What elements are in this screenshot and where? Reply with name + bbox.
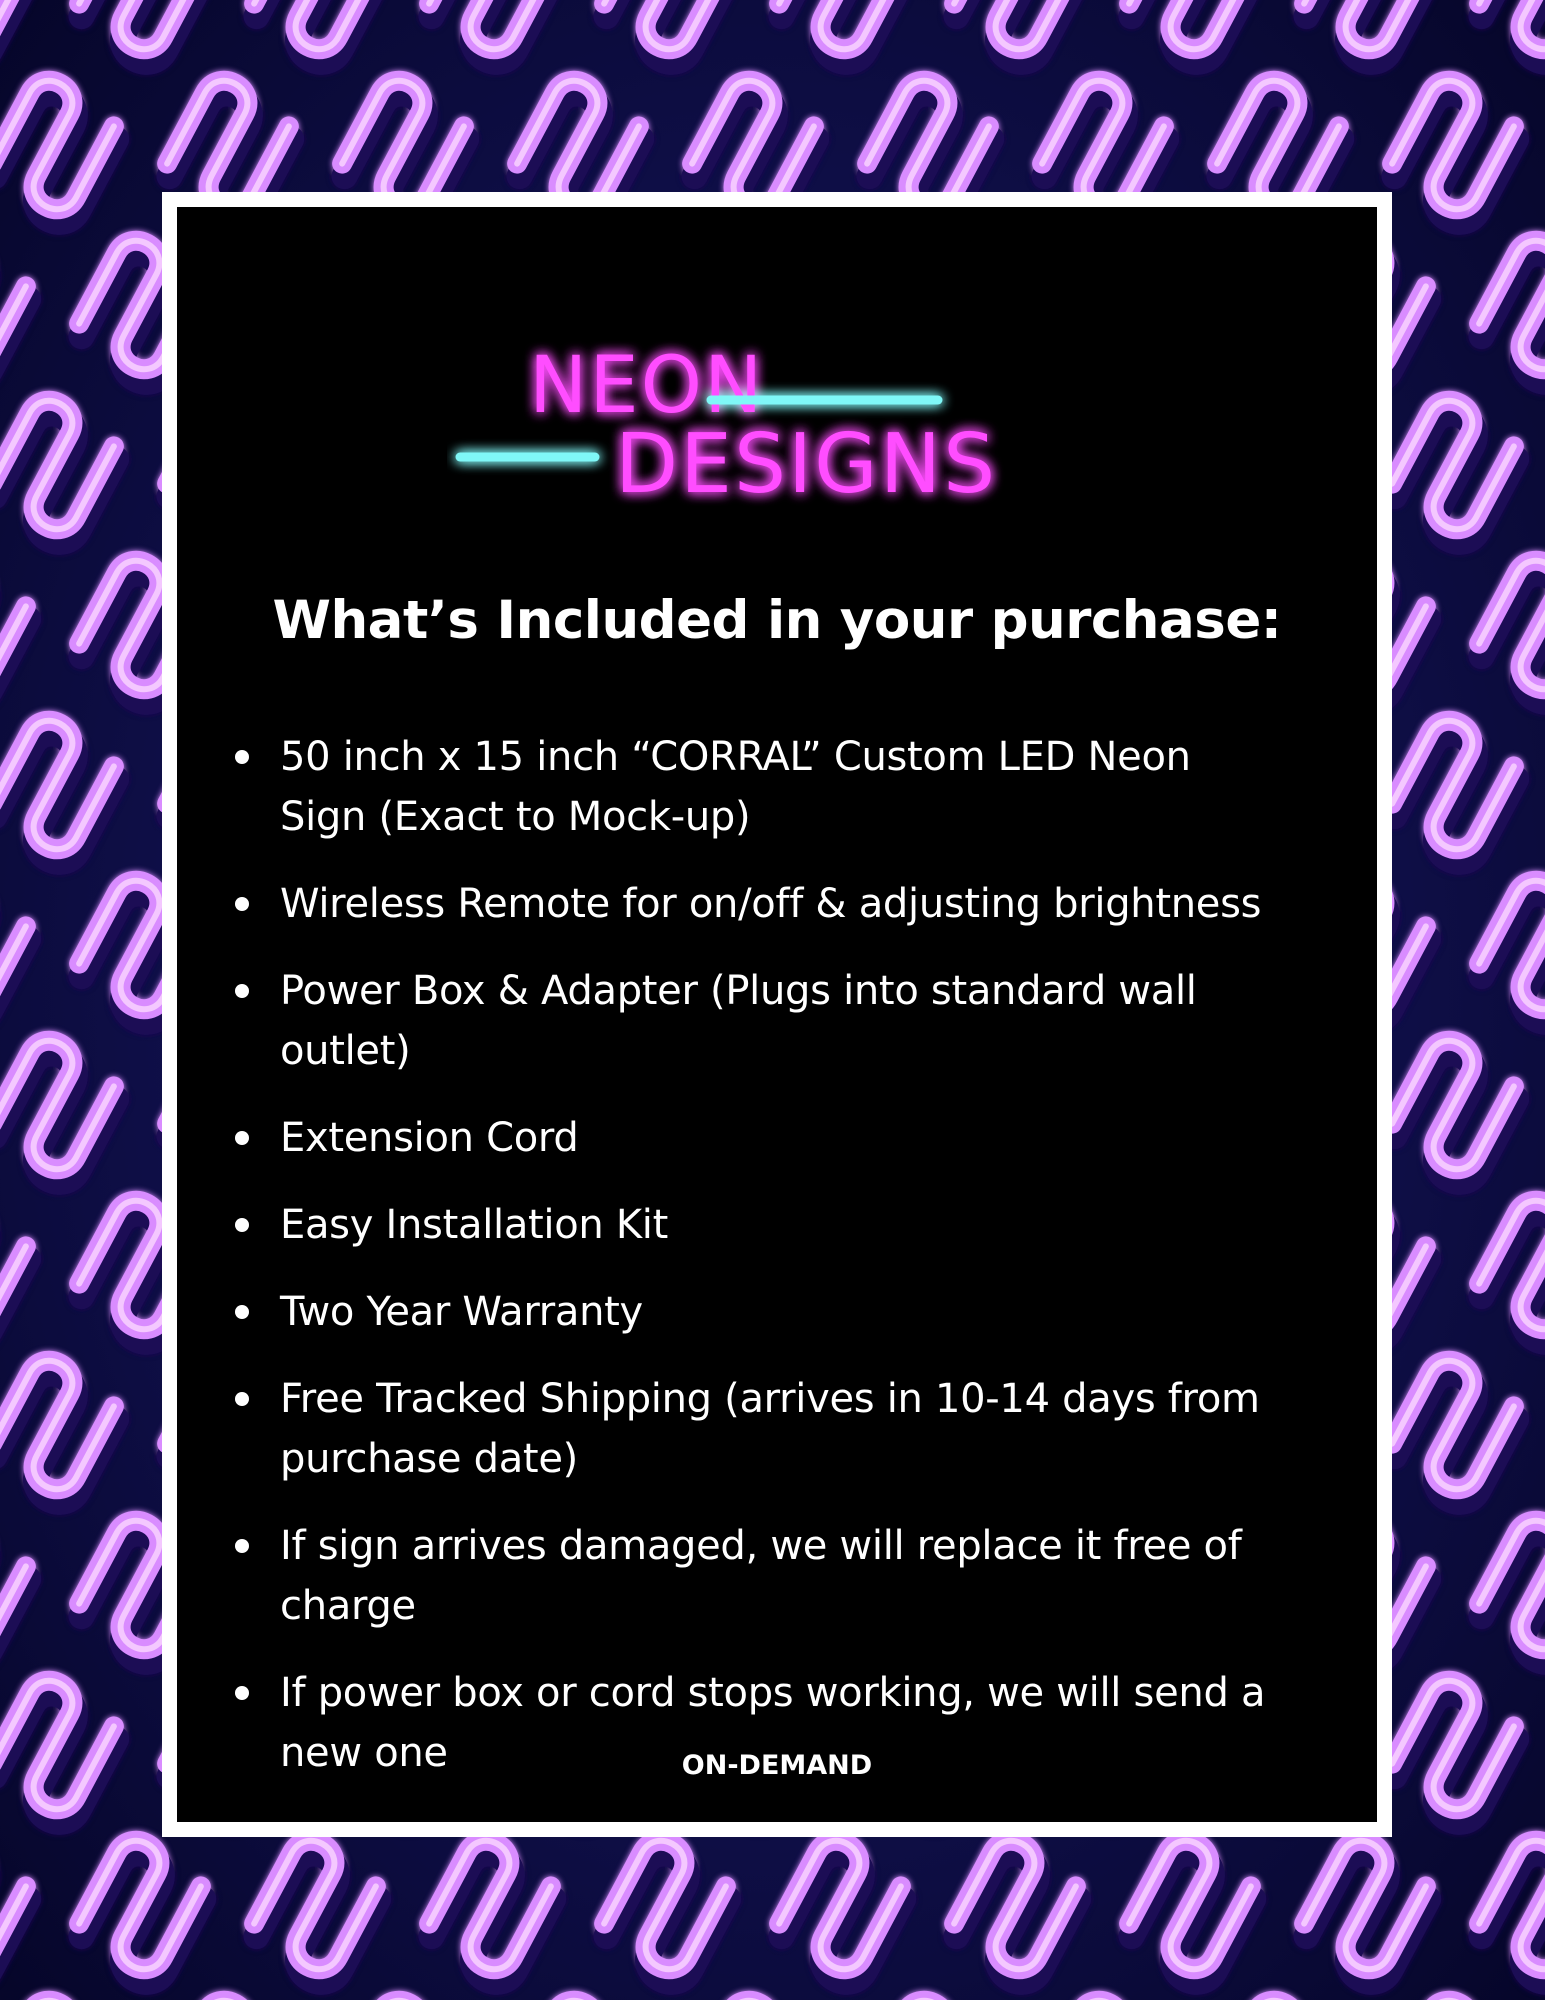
item-line-1: Power Box & Adapter (Plugs into standard wall bbox=[280, 968, 1197, 1014]
bullet-icon bbox=[235, 984, 249, 998]
list-item bbox=[235, 1282, 1345, 1342]
info-card bbox=[177, 207, 1377, 1822]
on-demand-label: ON-DEMAND bbox=[681, 1750, 873, 1781]
item-line-2: charge bbox=[280, 1583, 416, 1629]
bullet-icon bbox=[235, 1305, 249, 1319]
bullet-icon bbox=[235, 1539, 249, 1553]
included-items-list bbox=[235, 727, 1345, 1810]
bullet-icon bbox=[235, 1392, 249, 1406]
bullet-icon bbox=[235, 1686, 249, 1700]
list-item bbox=[235, 1369, 1345, 1489]
item-line-1: If sign arrives damaged, we will replace it free of bbox=[280, 1523, 1242, 1569]
item-line-1: Free Tracked Shipping (arrives in 10-14 days from bbox=[280, 1376, 1260, 1422]
bullet-icon bbox=[235, 897, 249, 911]
included-heading: What’s Included in your purchase: bbox=[272, 590, 1282, 651]
bullet-icon bbox=[235, 1218, 249, 1232]
list-item bbox=[235, 961, 1345, 1081]
item-line-1: 50 inch x 15 inch “CORRAL” Custom LED Neon bbox=[280, 734, 1191, 780]
list-item bbox=[235, 727, 1345, 847]
list-item bbox=[235, 874, 1345, 934]
bullet-icon bbox=[235, 750, 249, 764]
logo-line-1: NEON bbox=[529, 341, 765, 431]
list-item bbox=[235, 1516, 1345, 1636]
item-line-2: new one bbox=[280, 1730, 448, 1776]
item-line-1: Two Year Warranty bbox=[280, 1289, 643, 1335]
item-line-1: Wireless Remote for on/off & adjusting brightness bbox=[280, 881, 1262, 927]
item-line-1: If power box or cord stops working, we will send a bbox=[280, 1670, 1266, 1716]
list-item bbox=[235, 1108, 1345, 1168]
item-line-1: Easy Installation Kit bbox=[280, 1202, 668, 1248]
item-line-2: outlet) bbox=[280, 1028, 411, 1074]
logo-line-2: DESIGNS bbox=[615, 417, 998, 512]
item-line-1: Extension Cord bbox=[280, 1115, 579, 1161]
bullet-icon bbox=[235, 1131, 249, 1145]
neon-designs-logo bbox=[447, 307, 1087, 527]
item-line-2: purchase date) bbox=[280, 1436, 578, 1482]
item-line-2: Sign (Exact to Mock-up) bbox=[280, 794, 751, 840]
list-item bbox=[235, 1195, 1345, 1255]
